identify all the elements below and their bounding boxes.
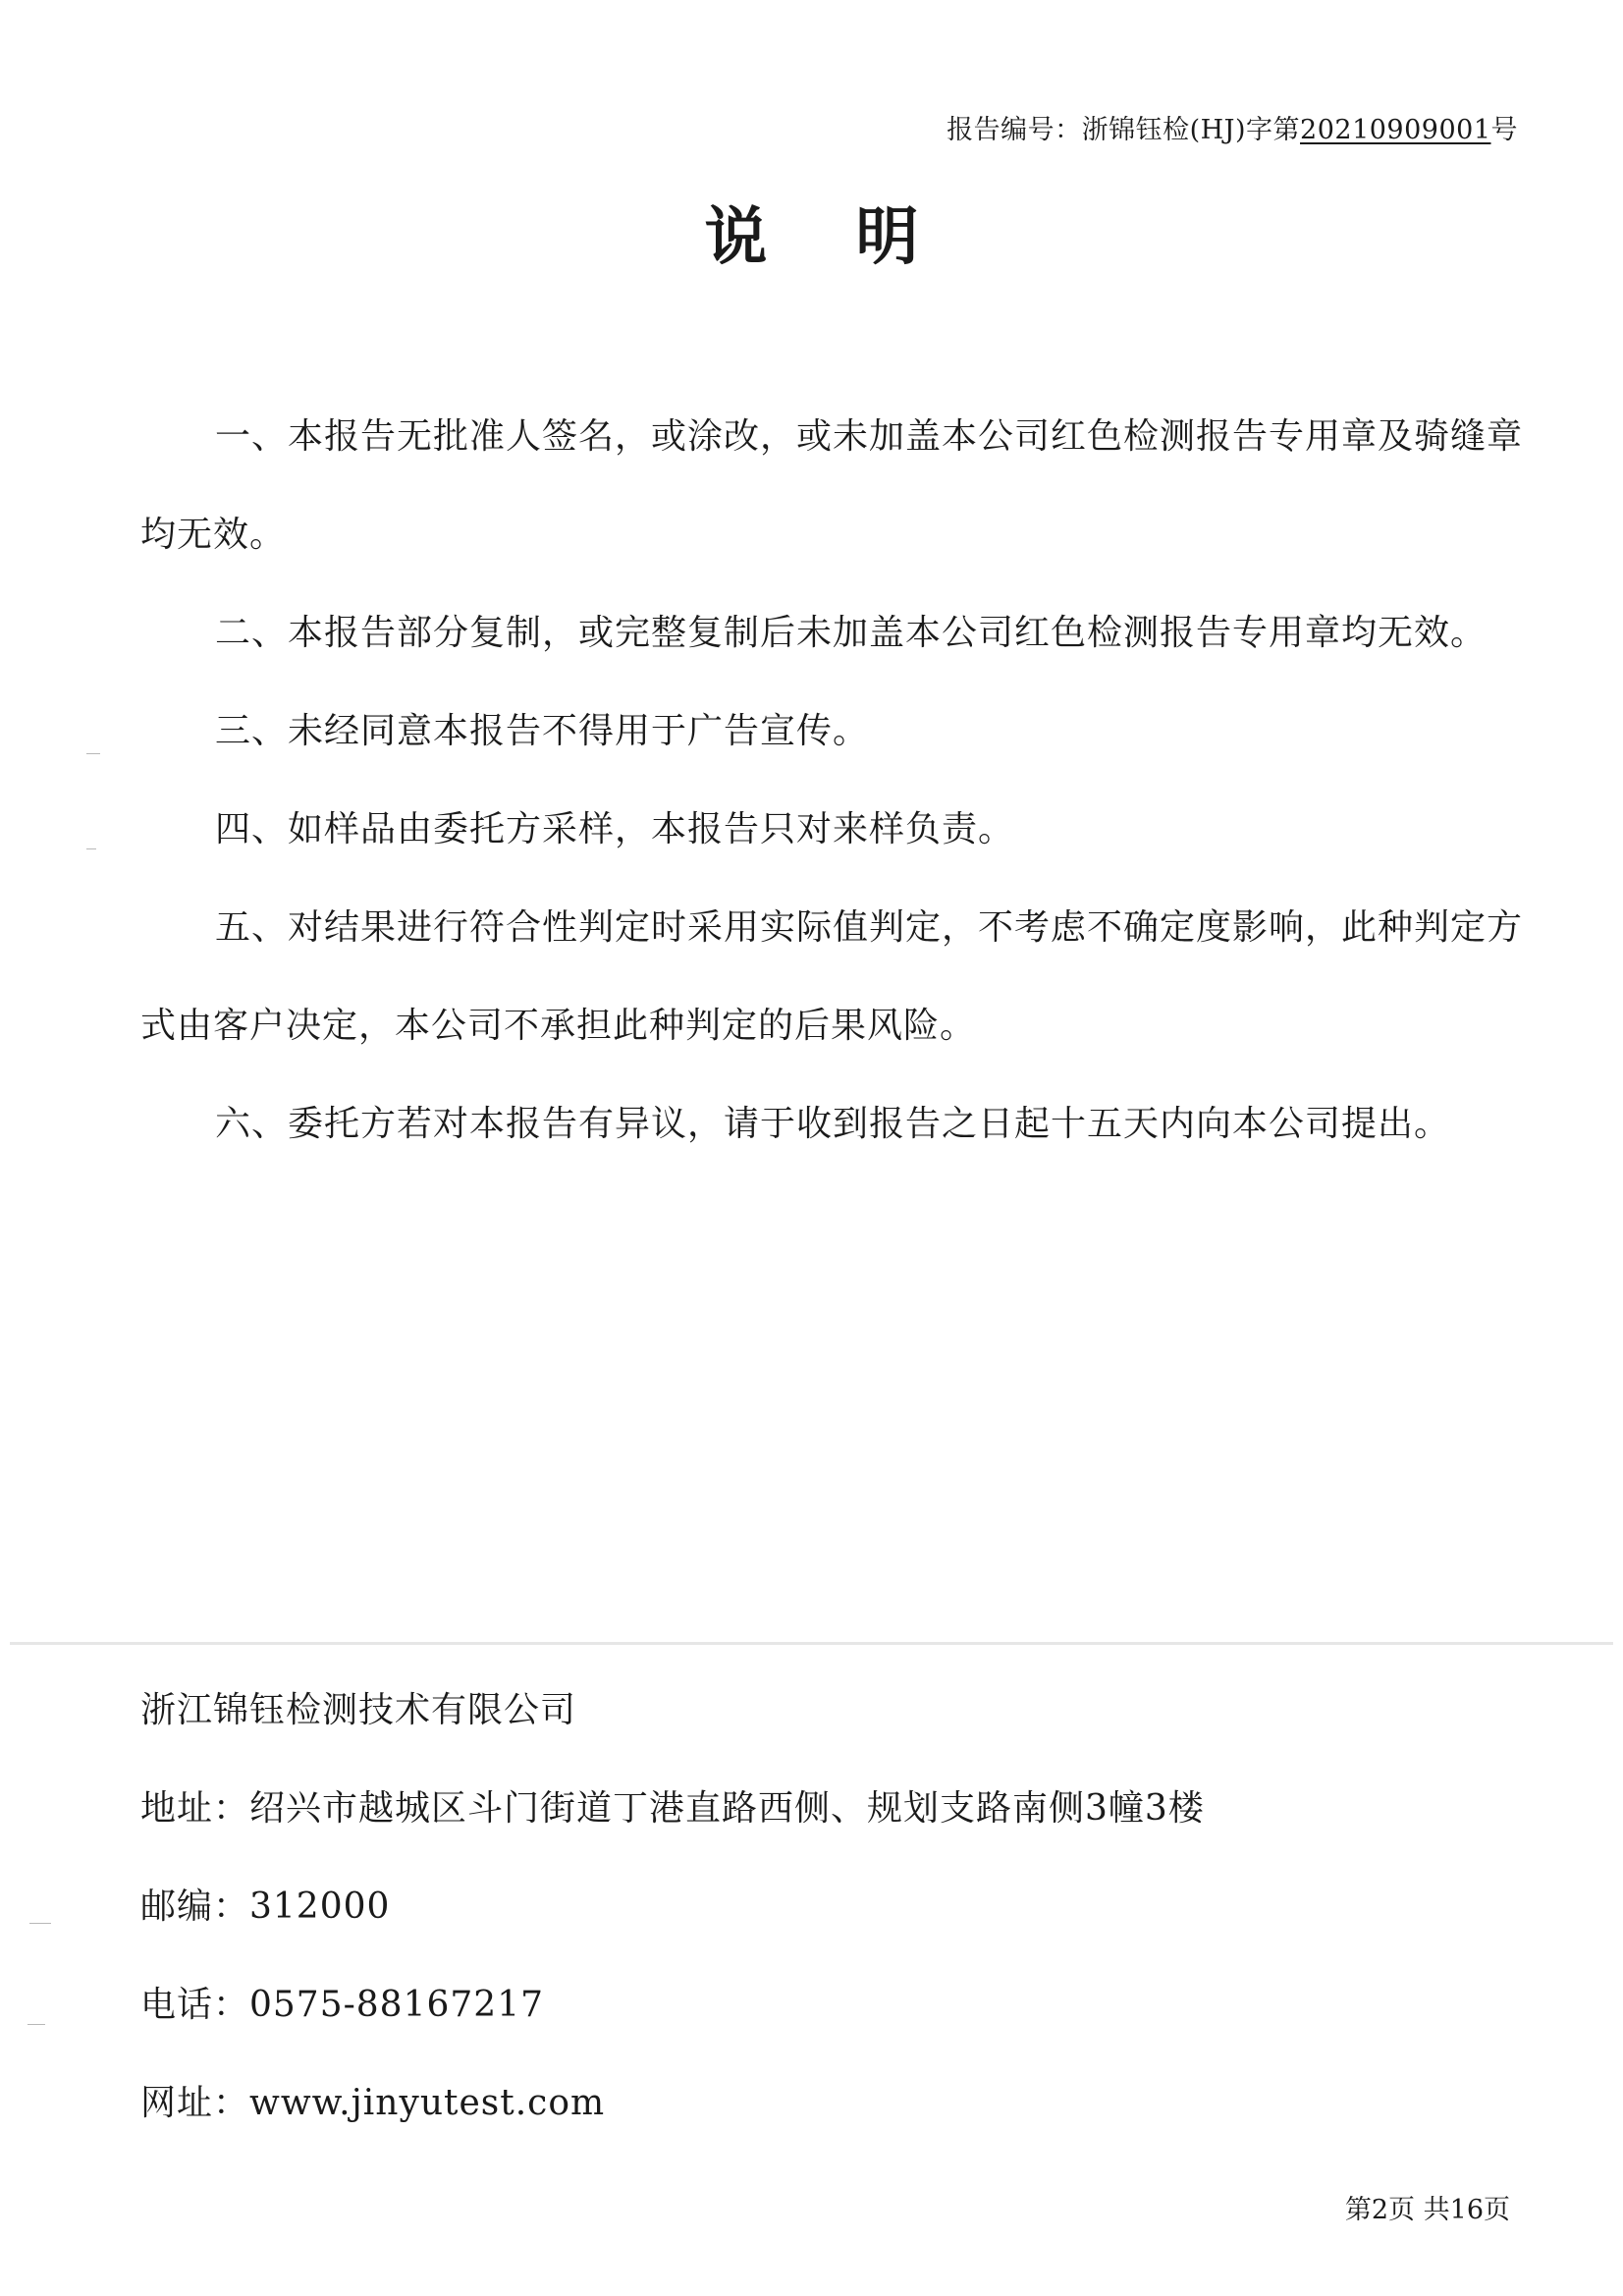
note-item-6: 六、委托方若对本报告有异议，请于收到报告之日起十五天内向本公司提出。 bbox=[215, 1104, 1451, 1144]
scan-speck bbox=[27, 2024, 45, 2025]
scan-speck bbox=[29, 1923, 51, 1924]
report-number-suffix: 号 bbox=[1490, 115, 1518, 145]
note-item-3: 三、未经同意本报告不得用于广告宣传。 bbox=[215, 711, 870, 751]
note-item-4: 四、如样品由委托方采样，本报告只对来样负责。 bbox=[215, 809, 1015, 849]
page-number: 第2页 共16页 bbox=[1344, 2195, 1510, 2225]
company-info bbox=[140, 1662, 1205, 2153]
note-item-5: 五、对结果进行符合性判定时采用实际值判定，不考虑不确定度影响，此种判定方式由客户决定，本公司不承担此种判定的后果风险。 bbox=[140, 907, 1524, 1046]
notes-list bbox=[140, 388, 1525, 1174]
company-name: 浙江锦钰检测技术有限公司 bbox=[140, 1690, 577, 1730]
report-number bbox=[947, 108, 1518, 146]
company-address: 地址：绍兴市越城区斗门街道丁港直路西侧、规划支路南侧3幢3楼 bbox=[140, 1788, 1205, 1829]
scan-speck bbox=[86, 848, 96, 849]
company-phone: 电话：0575-88167217 bbox=[140, 1985, 545, 2025]
company-website: 网址：www.jinyutest.com bbox=[140, 2083, 606, 2123]
note-item-1: 一、本报告无批准人签名，或涂改，或未加盖本公司红色检测报告专用章及骑缝章均无效。 bbox=[140, 416, 1524, 555]
note-item-2: 二、本报告部分复制，或完整复制后未加盖本公司红色检测报告专用章均无效。 bbox=[215, 613, 1488, 653]
footer-divider bbox=[10, 1642, 1613, 1645]
report-number-value: 20210909001 bbox=[1300, 115, 1491, 145]
company-postcode: 邮编：312000 bbox=[140, 1886, 391, 1927]
page-title: 说明 bbox=[704, 201, 1007, 274]
scan-speck bbox=[86, 753, 100, 754]
report-number-prefix: 报告编号：浙锦钰检(HJ)字第 bbox=[947, 115, 1301, 145]
